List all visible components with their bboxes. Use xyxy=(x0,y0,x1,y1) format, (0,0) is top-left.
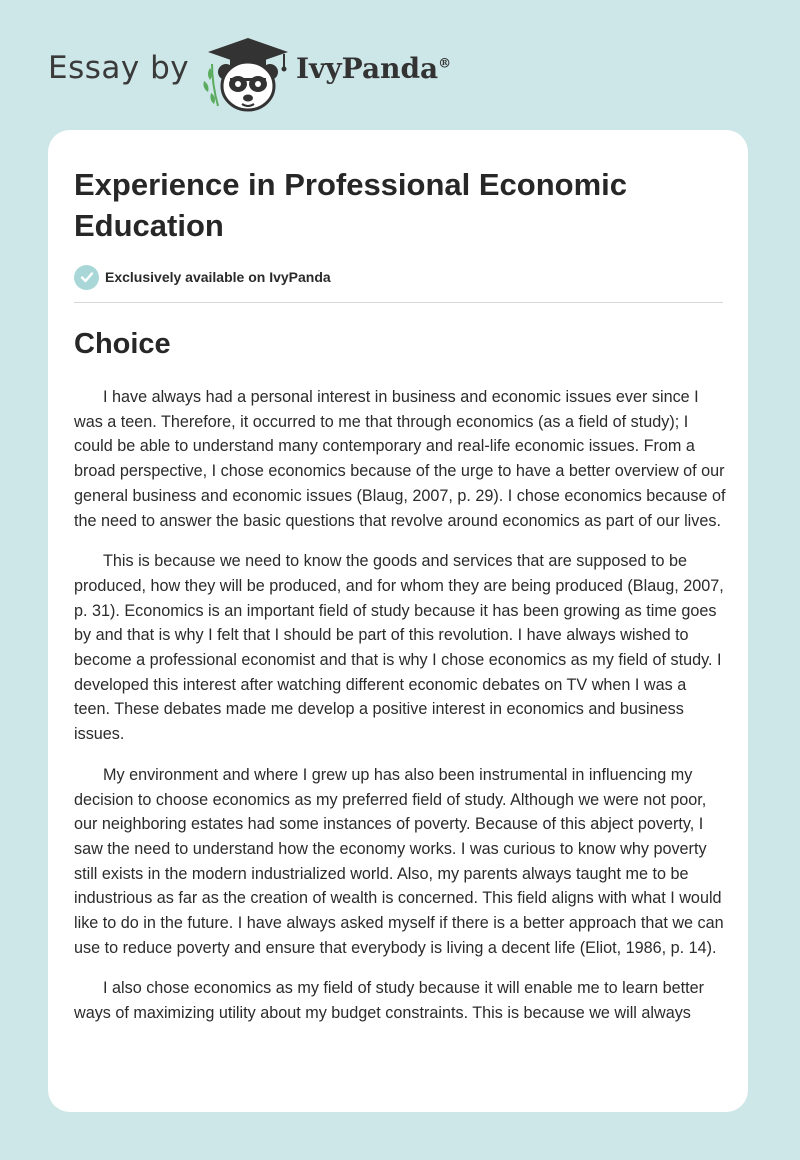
paragraph: This is because we need to know the goods and services that are supposed to be produced, how they will be produced, and for whom they are being produced (Blaug, 2007, p. 31). Economics is an important field of study because it has been growing as time goes by and that is why I felt that I should be part of this revolution. I have always wished to become a professional economist and that is why I chose economics as my field of study. I developed this interest after watching different economic debates on TV when I was a teen. These debates made me develop a positive interest in economics and business issues. xyxy=(74,552,724,744)
section-heading: Choice xyxy=(74,328,171,360)
brand-name[interactable] xyxy=(296,52,451,85)
divider xyxy=(74,302,723,303)
registered-mark: ® xyxy=(438,56,452,72)
paragraph: I also chose economics as my field of study because it will enable me to learn better ways of maximizing utility about my budget constraints. This is because we will always xyxy=(74,979,705,1023)
brand-text: IvyPanda xyxy=(296,52,439,85)
page-title: Experience in Professional Economic Education xyxy=(74,167,628,243)
paragraph: I have always had a personal interest in business and economic issues ever since I was a teen. Therefore, it occurred to me that through economics (as a field of study); I could be able to understand many contemporary and real-life economic issues. From a broad perspective, I chose economics because of the urge to have a better overview of our general business and economic issues (Blaug, 2007, p. 29). I chose economics because of the need to answer the basic questions that revolve around economics as part of our lives. xyxy=(74,388,726,530)
panda-logo-icon[interactable] xyxy=(200,34,296,114)
exclusive-badge xyxy=(74,264,331,290)
essay-card xyxy=(48,130,748,1112)
check-icon xyxy=(74,265,99,290)
site-header xyxy=(0,0,800,130)
paragraph: My environment and where I grew up has also been instrumental in influencing my decision to choose economics as my preferred field of study. Although we were not poor, our neighboring estates had some instances of poverty. Because of this abject poverty, I saw the need to understand how the economy works. I was curious to know why poverty still exists in the modern industrialized world. Also, my parents always taught me to be industrious as far as the creation of wealth is concerned. This field aligns with what I would like to do in the future. I have always asked myself if there is a better approach that we can use to reduce poverty and ensure that everybody is living a decent life (Eliot, 1986, p. 14). xyxy=(74,765,724,957)
essay-by-label: Essay by xyxy=(48,50,190,86)
badge-label: Exclusively available on IvyPanda xyxy=(105,269,331,285)
essay-body xyxy=(74,385,726,1042)
